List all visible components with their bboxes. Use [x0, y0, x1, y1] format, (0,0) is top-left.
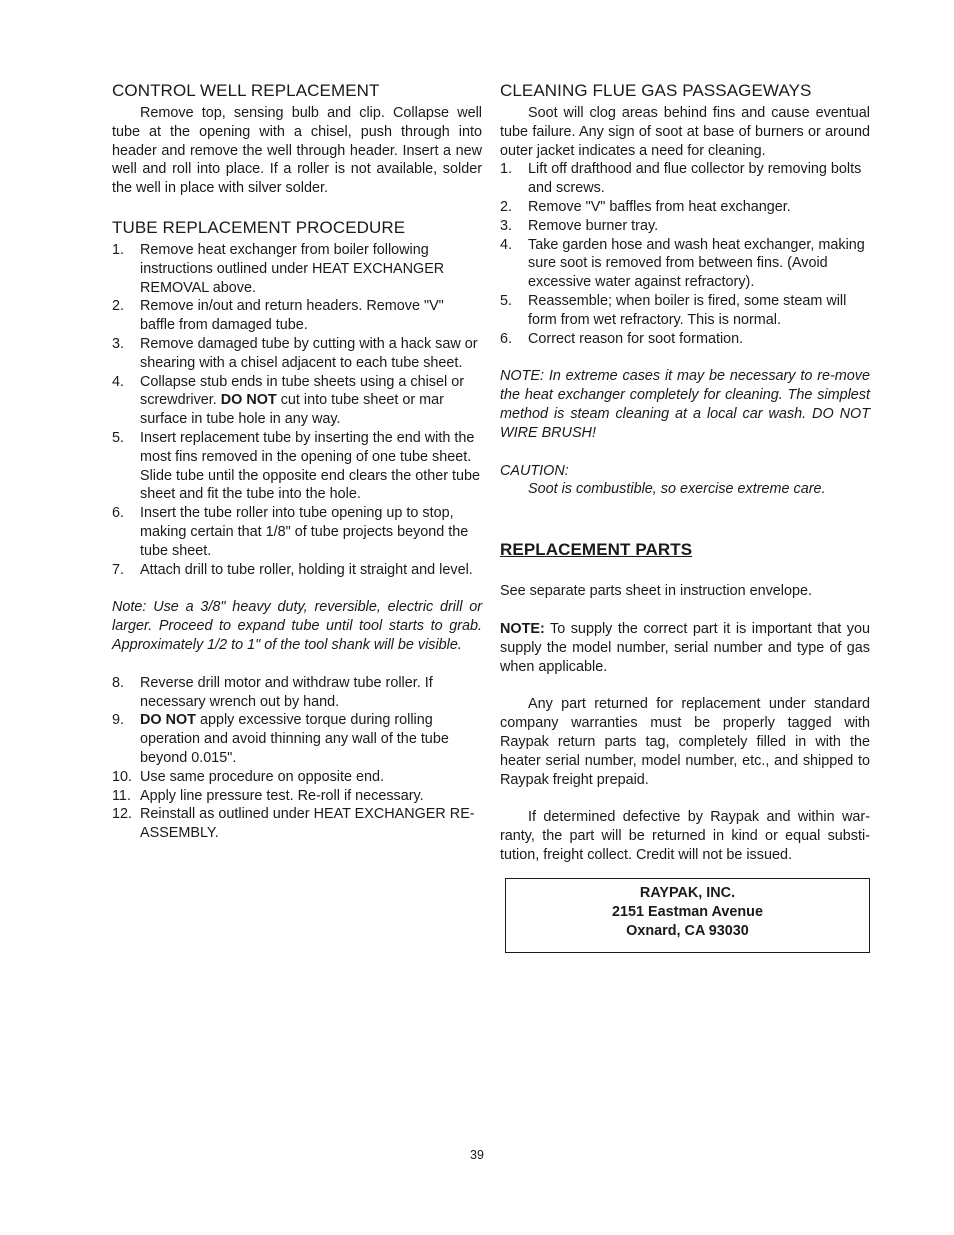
caution-text: Soot is combustible, so exercise extreme care. [528, 481, 826, 498]
list-item: 4. Take garden hose and wash heat exchanger, making sure soot is removed from between fins. (Avoid excessive water against refractory). [500, 236, 865, 291]
list-item: 9. DO NOT apply excessive torque during rolling operation and avoid thinning any wall of the tube beyond 0.015". [112, 712, 449, 766]
list-item: 2. Remove "V" baffles from heat exchanger. [500, 198, 791, 215]
list-item: 5. Insert replacement tube by inserting the end with the most fins removed in the opening of one tube sheet. Slide tube until the opposite end clears the other tube sheet and fit the tube into the hole. [112, 429, 481, 503]
list-item: 12. Reinstall as outlined under HEAT EXCHANGER RE-ASSEMBLY. [112, 806, 475, 842]
page-number: 39 [470, 1148, 484, 1162]
control-well-body: Remove top, sensing bulb and clip. Collapse well tube at the opening with a chisel, push through into header and remove the well through header. Insert a new well and roll into place. If a roller is not available, solder the well in place with silver solder. [112, 105, 482, 197]
cleaning-note: NOTE: In extreme cases it may be necessary to re-move the heat exchanger completely for cleaning. The simplest method is steam cleaning at a local car wash. DO NOT WIRE BRUSH! [500, 368, 870, 441]
replacement-parts-heading: REPLACEMENT PARTS [500, 540, 693, 560]
drill-note: Note: Use a 3/8" heavy duty, reversible, electric drill or larger. Proceed to expand tube until tool starts to grab. Approximately 1/2 to 1" of the tool shank will be visible. [112, 599, 482, 653]
city-state-zip: Oxnard, CA 93030 [626, 922, 749, 939]
right-column [500, 80, 870, 953]
list-item: 6. Insert the tube roller into tube opening up to stop, making certain that 1/8" of tube projects beyond the tube sheet. [112, 505, 469, 559]
list-item: 11. Apply line pressure test. Re-roll if necessary. [112, 787, 424, 804]
list-item: 8. Reverse drill motor and withdraw tube roller. If necessary wrench out by hand. [112, 674, 433, 710]
parts-note: NOTE: To supply the correct part it is important that you supply the model number, serial number and type of gas when applicable. [500, 620, 870, 675]
left-column [112, 80, 482, 843]
parts-sheet-text: See separate parts sheet in instruction envelope. [500, 583, 812, 600]
cleaning-intro: Soot will clog areas behind fins and cause eventual tube failure. Any sign of soot at base of burners or around outer jacket indicates a need for cleaning. [500, 105, 870, 159]
cleaning-heading: CLEANING FLUE GAS PASSAGEWAYS [500, 81, 812, 100]
list-item: 1. Remove heat exchanger from boiler following instructions outlined under HEAT EXCHANGER REMOVAL above. [112, 241, 445, 296]
parts-defective-text: If determined defective by Raypak and within war-ranty, the part will be returned in kind or equal substi-tution, freight collect. Credit will not be issued. [500, 809, 870, 863]
list-item: 3. Remove burner tray. [500, 217, 659, 234]
cleaning-steps-list [500, 160, 870, 348]
parts-warranty-text: Any part returned for replacement under standard company warranties must be properly tagged with Raypak return parts tag, completely filled in with the heater serial number, model number, etc., and shipped to Raypak freight prepaid. [500, 696, 870, 788]
list-item: 4. Collapse stub ends in tube sheets using a chisel or screwdriver. DO NOT cut into tube sheet or mar surface in tube hole in any way. [112, 373, 464, 428]
address-box [505, 878, 870, 953]
list-item: 10. Use same procedure on opposite end. [112, 768, 384, 785]
tube-steps-list-b [112, 674, 482, 843]
tube-steps-list-a [112, 241, 482, 579]
list-item: 7. Attach drill to tube roller, holding it straight and level. [112, 561, 473, 578]
tube-replacement-heading: TUBE REPLACEMENT PROCEDURE [112, 217, 406, 237]
list-item: 5. Reassemble; when boiler is fired, some steam will form from wet refractory. This is normal. [500, 292, 847, 328]
list-item: 3. Remove damaged tube by cutting with a hack saw or shearing with a chisel adjacent to each tube sheet. [112, 335, 478, 371]
list-item: 1. Lift off drafthood and flue collector by removing bolts and screws. [500, 161, 862, 197]
caution-label: CAUTION: [500, 462, 569, 479]
company-name: RAYPAK, INC. [639, 884, 736, 901]
list-item: 6. Correct reason for soot formation. [500, 330, 744, 347]
street-address: 2151 Eastman Avenue [612, 903, 763, 920]
control-well-heading: CONTROL WELL REPLACEMENT [112, 81, 380, 100]
list-item: 2. Remove in/out and return headers. Remove "V" baffle from damaged tube. [112, 298, 444, 334]
